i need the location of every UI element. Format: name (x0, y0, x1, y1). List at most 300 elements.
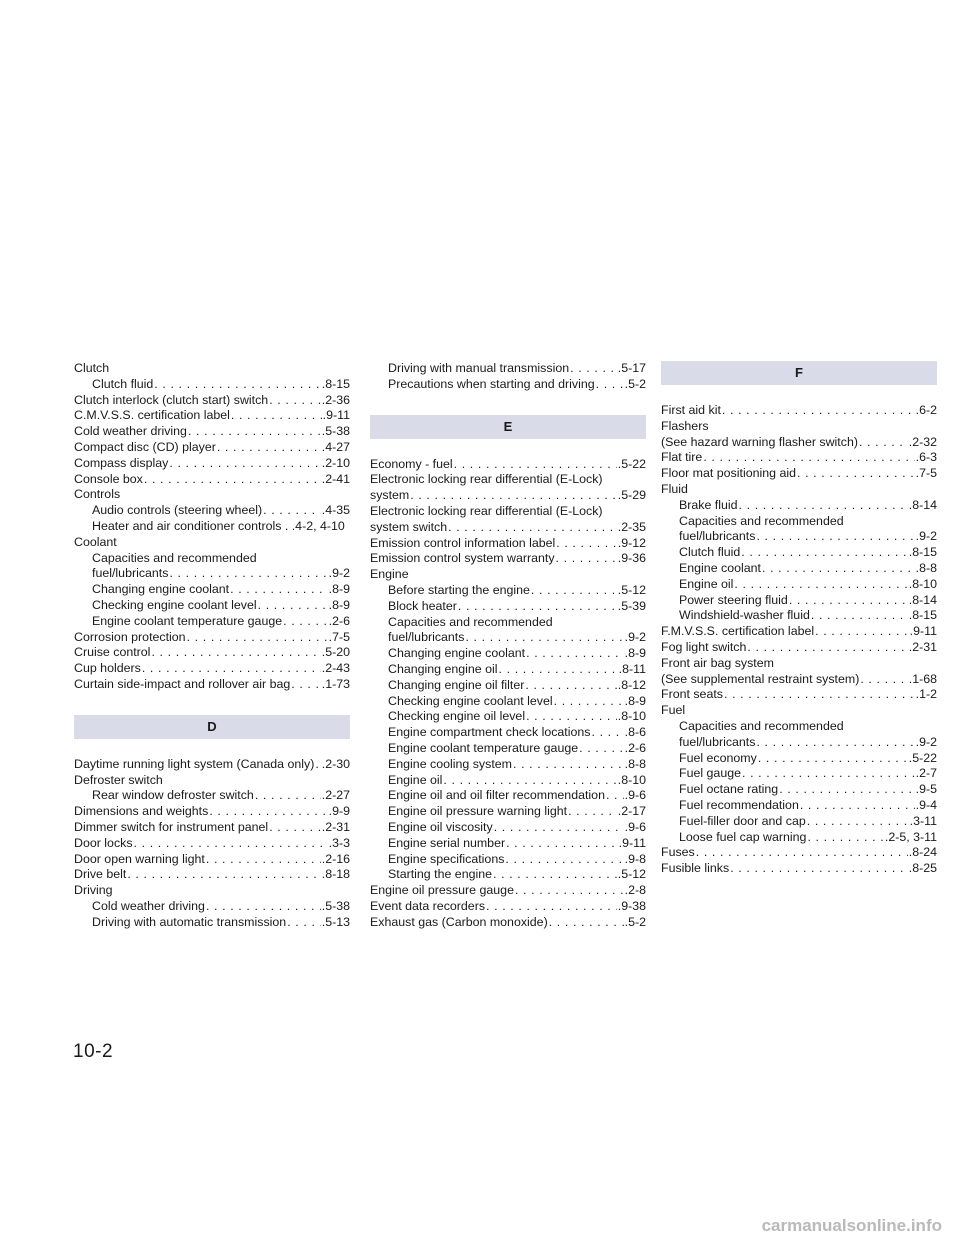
dot-leader (258, 598, 328, 614)
index-entry (370, 899, 646, 915)
dot-leader (231, 408, 322, 424)
entry-page-ref: .8-6 (624, 725, 646, 740)
entry-page-ref: .5-17 (617, 361, 646, 375)
index-entry (370, 678, 646, 694)
dot-leader (703, 450, 914, 466)
entry-page-ref: .9-11 (322, 408, 350, 423)
dot-leader (217, 440, 321, 456)
entry-term: Fog light switch (661, 639, 747, 654)
entry-page-ref: .2-6 (624, 740, 646, 755)
entry-term: fuel/lubricants (679, 734, 756, 749)
dot-leader (448, 520, 617, 536)
entry-page-ref: .8-14 (908, 592, 937, 607)
entry-term: (See hazard warning flasher switch) (661, 434, 858, 449)
entry-page-ref: .2-17 (617, 804, 646, 819)
index-heading: Coolant (74, 534, 117, 549)
entry-term: Engine oil and oil filter recommendation (388, 788, 605, 803)
entry-term: Door locks (74, 835, 133, 850)
index-entry (74, 614, 350, 630)
entry-term: Engine coolant temperature gauge (92, 613, 283, 628)
entry-page-ref: .2-8 (624, 883, 646, 898)
index-entry (370, 788, 646, 804)
dot-leader (209, 804, 327, 820)
index-heading: Flashers (661, 418, 709, 433)
entry-page-ref: .8-12 (617, 677, 646, 692)
index-entry (370, 852, 646, 868)
entry-page-ref: .3-11 (909, 813, 937, 828)
dot-leader (859, 435, 908, 451)
entry-page-ref: .7-5 (915, 466, 937, 481)
entry-term: Exhaust gas (Carbon monoxide) (370, 914, 548, 929)
entry-page-ref: .9-2 (915, 529, 937, 544)
index-entry (661, 608, 937, 624)
entry-term: (See supplemental restraint system) (661, 671, 860, 686)
entry-term: Loose fuel cap warning (679, 829, 807, 844)
index-entry (661, 751, 937, 767)
dot-leader (505, 852, 623, 868)
entry-page-ref: .5-38 (321, 424, 350, 439)
dot-leader (741, 545, 907, 561)
entry-page-ref: .8-15 (908, 608, 937, 623)
dot-leader (739, 498, 908, 514)
section-header-d: D (74, 715, 350, 739)
index-entry (74, 677, 350, 693)
index-heading: Capacities and recommended (679, 718, 844, 733)
entry-page-ref: .9-36 (617, 551, 646, 566)
entry-page-ref: .2-43 (321, 661, 350, 676)
entry-page-ref: .2-35 (617, 519, 646, 534)
entry-page-ref: .5-12 (617, 582, 646, 597)
index-entry (74, 598, 350, 614)
entry-term: Economy - fuel (370, 456, 453, 471)
index-entry (370, 773, 646, 789)
dot-leader (188, 424, 321, 440)
dot-leader (283, 614, 328, 630)
index-heading: Capacities and recommended (92, 550, 257, 565)
dot-leader (579, 741, 624, 757)
entry-term: Block heater (388, 598, 457, 613)
dot-leader (556, 551, 617, 567)
entry-page-ref: .5-38 (321, 898, 350, 913)
entry-term: Engine oil pressure gauge (370, 883, 514, 898)
dot-leader (807, 830, 883, 846)
dot-leader (756, 529, 914, 545)
dot-leader (531, 583, 617, 599)
entry-page-ref: .8-9 (328, 597, 350, 612)
index-entry (661, 545, 937, 561)
entry-page-ref: .5-2 (624, 376, 646, 391)
index-entry (661, 766, 937, 782)
index-entry (661, 450, 937, 466)
entry-term: Windshield-washer fluid (679, 608, 810, 623)
dot-leader (807, 814, 909, 830)
index-heading: Electronic locking rear differential (E-Lock) (370, 472, 603, 487)
index-entry (74, 852, 350, 868)
entry-term: Console box (74, 471, 143, 486)
entry-page-ref: .4-35 (321, 503, 350, 518)
index-entry (661, 466, 937, 482)
index-entry (74, 393, 350, 409)
index-entry (74, 424, 350, 440)
entry-page-ref: .9-11 (909, 624, 937, 639)
index-entry (370, 599, 646, 615)
entry-term: Clutch interlock (clutch start) switch (74, 392, 269, 407)
index-entry (370, 536, 646, 552)
dot-leader (127, 867, 320, 883)
entry-term: fuel/lubricants (92, 566, 169, 581)
entry-page-ref: .8-9 (624, 646, 646, 661)
entry-term: Engine oil viscosity (388, 819, 493, 834)
dot-leader (315, 757, 320, 773)
index-entry (74, 377, 350, 393)
index-entry (370, 583, 646, 599)
index-entry (370, 836, 646, 852)
entry-term: Power steering fluid (679, 592, 788, 607)
entry-term: Engine compartment check locations (388, 725, 591, 740)
dot-leader (811, 608, 908, 624)
entry-term: Compact disc (CD) player (74, 439, 216, 454)
dot-leader (486, 899, 617, 915)
index-entry (661, 593, 937, 609)
index-entry (74, 456, 350, 472)
dot-leader (730, 861, 908, 877)
entry-page-ref: .5-22 (617, 456, 646, 471)
section-header-f: F (661, 361, 937, 385)
dot-leader (443, 773, 616, 789)
dot-leader (779, 782, 914, 798)
index-entry (661, 624, 937, 640)
index-entry (74, 472, 350, 488)
entry-page-ref: .8-15 (321, 376, 350, 391)
index-entry (370, 551, 646, 567)
entry-term: Changing engine coolant (388, 646, 526, 661)
entry-term: Flat tire (661, 450, 703, 465)
dot-leader (187, 630, 328, 646)
entry-page-ref: .2-31 (321, 819, 350, 834)
index-entry (661, 798, 937, 814)
entry-page-ref: .1-68 (908, 671, 937, 686)
index-entry (661, 814, 937, 830)
dot-leader (606, 788, 624, 804)
entry-page-ref: .8-9 (624, 693, 646, 708)
index-heading: Capacities and recommended (679, 513, 844, 528)
index-entry (74, 630, 350, 646)
entry-term: Clutch fluid (92, 376, 154, 391)
index-entry (661, 672, 937, 688)
dot-leader (499, 662, 618, 678)
index-entry (370, 694, 646, 710)
index-entry (661, 861, 937, 877)
index-entry (370, 377, 646, 393)
dot-leader (454, 457, 617, 473)
dot-leader (465, 630, 623, 646)
entry-page-ref: .9-38 (617, 898, 646, 913)
dot-leader (230, 582, 328, 598)
index-heading: Engine (370, 567, 409, 582)
entry-page-ref: .8-10 (617, 709, 646, 724)
index-column-1 (74, 361, 350, 931)
entry-term: F.M.V.S.S. certification label (661, 624, 815, 639)
dot-leader (734, 577, 907, 593)
entry-page-ref: .9-4 (915, 797, 937, 812)
dot-leader (410, 488, 617, 504)
entry-term: fuel/lubricants (388, 630, 465, 645)
entry-term: C.M.V.S.S. certification label (74, 408, 230, 423)
entry-term: Fuel gauge (679, 766, 742, 781)
entry-page-ref: .2-27 (321, 788, 350, 803)
dot-leader (696, 845, 908, 861)
watermark[interactable]: carmanualsonline.info (761, 1216, 942, 1235)
dot-leader (556, 536, 616, 552)
index-entry (661, 561, 937, 577)
entry-term: Cold weather driving (92, 898, 205, 913)
entry-term: Dimensions and weights (74, 804, 209, 819)
entry-term: Fuel octane rating (679, 782, 779, 797)
dot-leader (142, 661, 321, 677)
entry-term: Curtain side-impact and rollover air bag (74, 676, 291, 691)
dot-leader (526, 646, 624, 662)
entry-page-ref: .5-39 (617, 598, 646, 613)
dot-leader (758, 751, 908, 767)
dot-leader (458, 599, 617, 615)
dot-leader (742, 766, 915, 782)
entry-term: First aid kit (661, 403, 721, 417)
index-heading: Driving (74, 883, 113, 898)
entry-term: Daytime running light system (Canada only) (74, 756, 315, 771)
dot-leader (494, 820, 624, 836)
dot-leader (789, 593, 908, 609)
entry-page-ref: .2-31 (908, 639, 937, 654)
section-header-e: E (370, 415, 646, 439)
entry-page-ref: .9-2 (328, 566, 350, 581)
entry-page-ref: .9-12 (617, 535, 646, 550)
entry-term: Checking engine coolant level (92, 597, 257, 612)
dot-leader (169, 456, 320, 472)
index-entry (74, 440, 350, 456)
entry-term: Cruise control (74, 645, 151, 660)
dot-leader (134, 836, 328, 852)
index-entry (74, 788, 350, 804)
dot-leader (554, 694, 624, 710)
index-entry (74, 867, 350, 883)
index-entry (370, 662, 646, 678)
index-entry (661, 403, 937, 419)
entry-term: Fuses (661, 845, 695, 860)
dot-leader (549, 915, 624, 931)
entry-page-ref: .7-5 (328, 629, 350, 644)
index-entry (661, 687, 937, 703)
entry-page-ref: .9-8 (624, 851, 646, 866)
entry-page-ref: .8-25 (908, 861, 937, 876)
dot-leader (151, 645, 320, 661)
index-entry (370, 488, 646, 504)
entry-page-ref: .2-16 (321, 851, 350, 866)
entry-term: Fusible links (661, 861, 730, 876)
dot-leader (291, 677, 321, 693)
entry-term: fuel/lubricants (679, 529, 756, 544)
dot-leader (515, 883, 624, 899)
index-entry (661, 845, 937, 861)
entry-page-ref: .8-8 (915, 560, 937, 575)
entry-page-ref: .8-15 (908, 545, 937, 560)
index-entry (370, 725, 646, 741)
dot-leader (526, 709, 617, 725)
entry-page-ref: .5-22 (908, 750, 937, 765)
index-column-3 (661, 361, 937, 877)
entry-page-ref: .9-6 (624, 819, 646, 834)
entry-term: Dimmer switch for instrument panel (74, 819, 269, 834)
entry-page-ref: .6-2 (915, 403, 937, 417)
entry-term: Fuel economy (679, 750, 757, 765)
entry-page-ref: .1-73 (321, 676, 350, 691)
entry-page-ref: .8-9 (328, 582, 350, 597)
entry-page-ref: .2-32 (908, 434, 937, 449)
dot-leader (154, 377, 320, 393)
index-entry (74, 566, 350, 582)
index-entry (370, 757, 646, 773)
dot-leader (762, 561, 915, 577)
entry-term: Checking engine coolant level (388, 693, 553, 708)
index-entry (74, 820, 350, 836)
entry-term: Engine coolant temperature gauge (388, 740, 579, 755)
index-entry (370, 361, 646, 377)
index-entry (370, 741, 646, 757)
entry-page-ref: .9-2 (915, 734, 937, 749)
entry-page-ref: .9-6 (624, 788, 646, 803)
entry-term: Checking engine oil level (388, 709, 526, 724)
entry-term: system switch (370, 519, 448, 534)
entry-page-ref: .5-20 (321, 645, 350, 660)
index-entry (74, 804, 350, 820)
entry-page-ref: .5-12 (617, 867, 646, 882)
index-entry (74, 915, 350, 931)
entry-page-ref: .8-14 (908, 497, 937, 512)
index-heading: Front air bag system (661, 655, 774, 670)
index-entry (370, 646, 646, 662)
entry-term: system (370, 488, 410, 503)
dot-leader (756, 735, 914, 751)
entry-term: Cold weather driving (74, 424, 187, 439)
entry-term: Fuel recommendation (679, 797, 799, 812)
index-entry (370, 630, 646, 646)
dot-leader (568, 804, 617, 820)
entry-page-ref: .1-2 (915, 687, 937, 702)
entry-page-ref: .8-8 (624, 756, 646, 771)
dot-leader (592, 725, 624, 741)
entry-page-ref: .2-30 (321, 756, 350, 771)
page-number: 10-2 (73, 1041, 114, 1062)
index-entry (74, 661, 350, 677)
entry-term: Cup holders (74, 661, 141, 676)
dot-leader (860, 672, 907, 688)
index-heading: Heater and air conditioner controls . .4-2, 4-10 (92, 518, 345, 533)
index-entry (74, 582, 350, 598)
index-heading: Controls (74, 487, 121, 502)
entry-term: Door open warning light (74, 851, 205, 866)
entry-term: Driving with automatic transmission (92, 914, 287, 929)
entry-page-ref: .2-41 (321, 471, 350, 486)
entry-term: Corrosion protection (74, 629, 186, 644)
dot-leader (596, 377, 624, 393)
dot-leader (269, 393, 321, 409)
index-entry (74, 836, 350, 852)
dot-leader (722, 403, 915, 419)
entry-term: Event data recorders (370, 898, 486, 913)
index-column-2 (370, 361, 646, 931)
entry-term: Changing engine oil filter (388, 677, 525, 692)
dot-leader (269, 820, 321, 836)
index-entry (661, 640, 937, 656)
entry-term: Floor mat positioning aid (661, 466, 796, 481)
entry-page-ref: .5-13 (321, 914, 350, 929)
dot-leader (815, 624, 909, 640)
index-entry (370, 915, 646, 931)
entry-page-ref: .8-18 (321, 867, 350, 882)
index-entry (370, 520, 646, 536)
entry-term: Drive belt (74, 867, 127, 882)
entry-page-ref: .8-10 (617, 772, 646, 787)
entry-page-ref: .5-29 (617, 488, 646, 503)
entry-page-ref: .9-9 (328, 804, 350, 819)
entry-term: Clutch fluid (679, 545, 741, 560)
index-entry (370, 883, 646, 899)
dot-leader (797, 466, 915, 482)
index-entry (370, 820, 646, 836)
index-entry (370, 804, 646, 820)
dot-leader (724, 687, 915, 703)
index-heading: Clutch (74, 361, 110, 375)
entry-term: Emission control system warranty (370, 551, 555, 566)
dot-leader (513, 757, 624, 773)
entry-term: Precautions when starting and driving (388, 376, 595, 391)
dot-leader (800, 798, 915, 814)
index-entry (74, 408, 350, 424)
entry-term: Engine coolant (679, 560, 761, 575)
dot-leader (169, 566, 327, 582)
entry-page-ref: .2-6 (328, 613, 350, 628)
dot-leader (747, 640, 907, 656)
index-heading: Electronic locking rear differential (E-Lock) (370, 503, 603, 518)
index-entry (370, 457, 646, 473)
dot-leader (287, 915, 321, 931)
entry-page-ref: .8-24 (908, 845, 937, 860)
entry-term: Rear window defroster switch (92, 788, 254, 803)
dot-leader (570, 361, 617, 377)
dot-leader (263, 503, 321, 519)
entry-page-ref: .9-5 (915, 782, 937, 797)
entry-term: Engine serial number (388, 835, 506, 850)
entry-page-ref: .3-3 (328, 835, 350, 850)
entry-page-ref: .2-10 (321, 455, 350, 470)
index-entry (74, 899, 350, 915)
dot-leader (525, 678, 616, 694)
index-entry (661, 577, 937, 593)
dot-leader (206, 899, 321, 915)
index-entry (370, 709, 646, 725)
entry-term: Emission control information label (370, 535, 556, 550)
index-entry (74, 503, 350, 519)
index-entry (661, 529, 937, 545)
entry-page-ref: .9-11 (618, 835, 646, 850)
index-entry (661, 498, 937, 514)
index-entry (661, 830, 937, 846)
index-heading: Fluid (661, 481, 688, 496)
entry-page-ref: .6-3 (915, 450, 937, 465)
entry-page-ref: .2-5, 3-11 (884, 829, 937, 844)
entry-page-ref: .8-10 (908, 576, 937, 591)
entry-term: Changing engine oil (388, 661, 498, 676)
entry-page-ref: .9-2 (624, 630, 646, 645)
